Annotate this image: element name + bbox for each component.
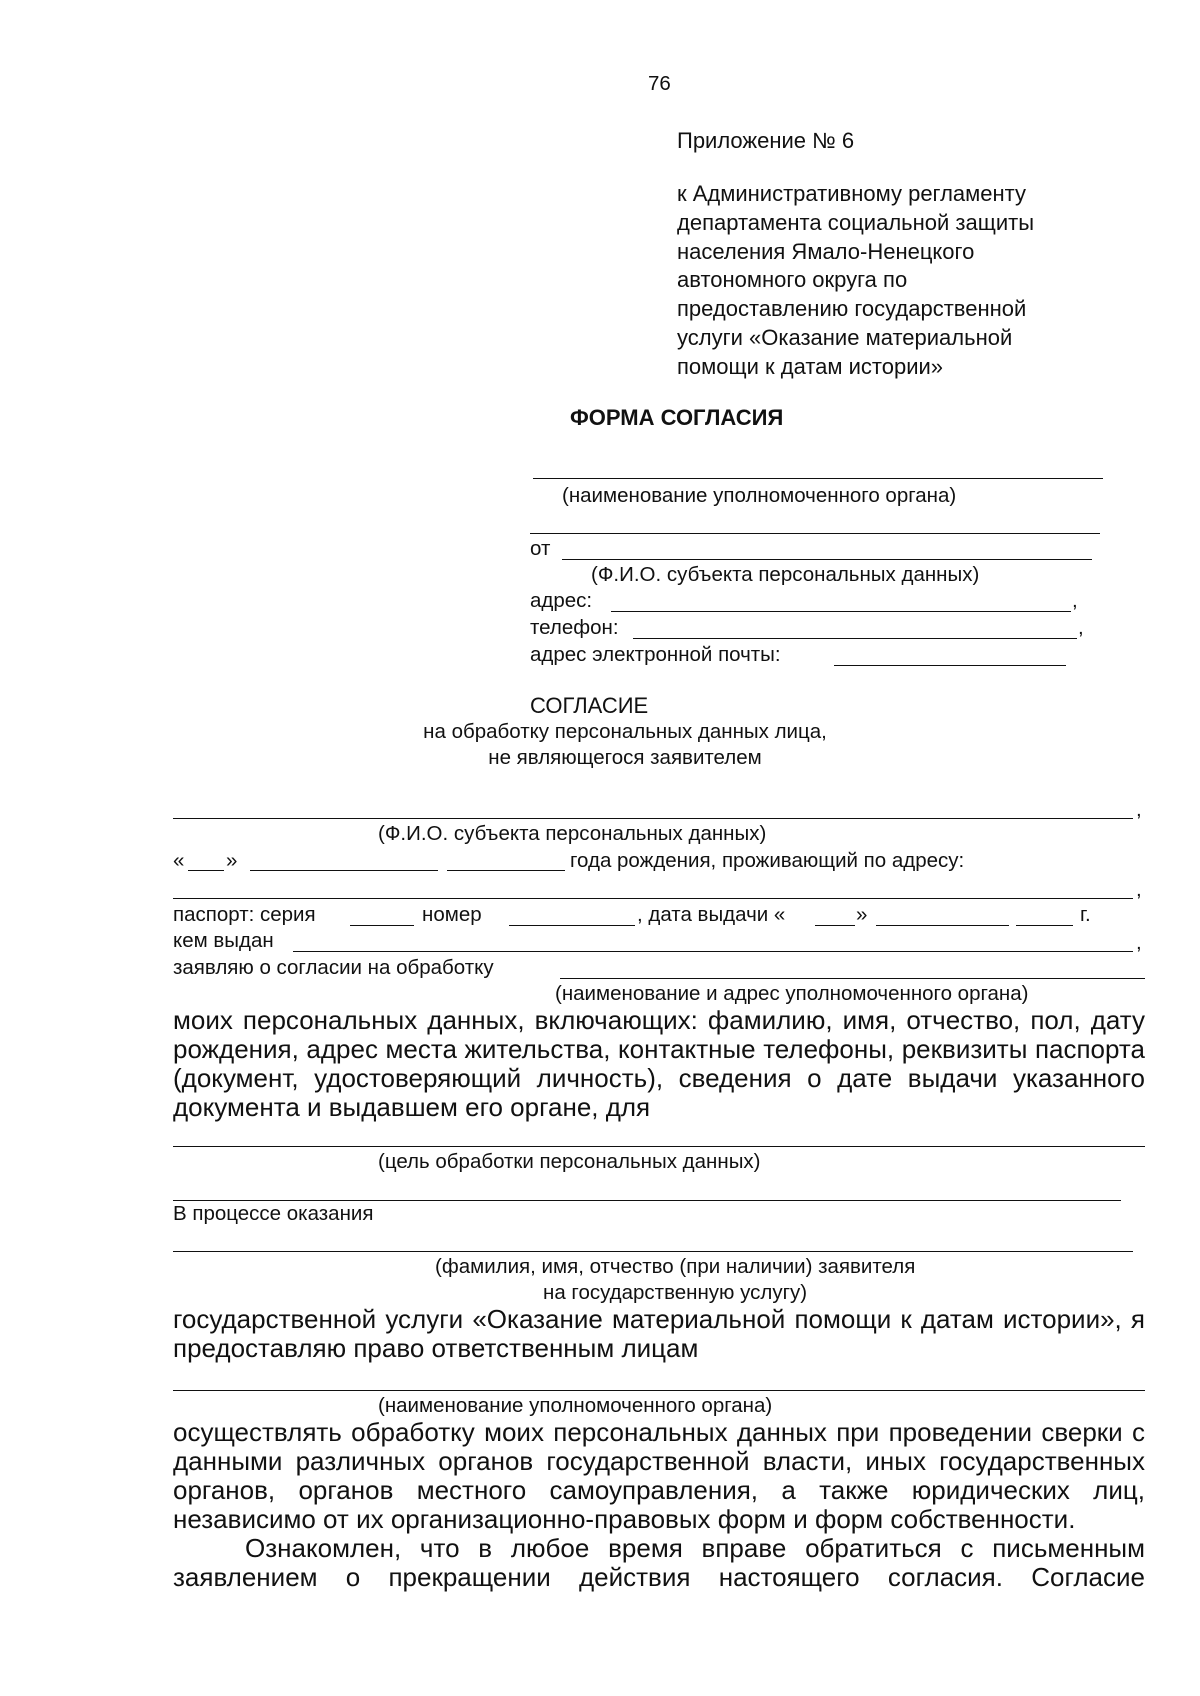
passport-series-label: паспорт: серия [173,903,316,926]
subject-caption: (Ф.И.О. субъекта персональных данных) [591,563,980,586]
responsible-authority-field[interactable] [173,1390,1145,1391]
residence-address-field[interactable] [173,898,1133,899]
purpose-field-2[interactable] [173,1200,1121,1201]
consent-paragraph-4 [173,1534,1145,1592]
consent-subheading: на обработку персональных данных лица, [423,720,827,743]
consent-paragraph-3 [173,1418,1145,1534]
appendix-line: департамента социальной защиты [677,209,1035,235]
paragraph-line: органов, органов местного самоуправления, а также юридических лиц, [173,1475,1145,1505]
paragraph-line: осуществлять обработку моих персональных данных при проведении сверки с [173,1417,1145,1447]
paragraph-line: (документ, удостоверяющий личность), сведения о дате выдачи указанного [173,1063,1145,1093]
appendix-description [677,180,1034,382]
birth-month-field[interactable] [250,870,438,871]
passport-issue-year-field[interactable] [1016,925,1073,926]
birth-day-field[interactable] [188,870,224,871]
comma: , [1136,878,1142,901]
birth-day-open-quote: « [173,849,185,872]
appendix-line: автономного округа по [677,267,908,293]
consent-paragraph-1 [173,1006,1145,1122]
passport-issue-day-field[interactable] [815,925,855,926]
form-title: ФОРМА СОГЛАСИЯ [570,405,784,430]
appendix-line: услуги «Оказание материальной [677,324,1013,350]
year-abbr: г. [1080,903,1091,926]
address-label: адрес: [530,589,593,612]
issued-by-field[interactable] [293,951,1133,952]
subject-caption: (Ф.И.О. субъекта персональных данных) [378,822,767,845]
birth-text: года рождения, проживающий по адресу: [570,849,965,872]
paragraph-line: данными различных органов государственной власти, иных государственных [173,1446,1145,1476]
birth-year-field[interactable] [447,870,565,871]
appendix-line: к Административному регламенту [677,181,1027,206]
consent-heading: СОГЛАСИЕ [530,693,649,718]
purpose-caption: (цель обработки персональных данных) [378,1150,761,1173]
applicant-caption: на государственную услугу) [543,1281,808,1304]
authority-name-field-2[interactable] [530,533,1100,534]
consent-subheading: не являющегося заявителем [488,746,762,769]
email-field[interactable] [834,665,1066,666]
address-field[interactable] [611,611,1071,612]
consent-paragraph-2 [173,1305,1145,1363]
phone-label: телефон: [530,616,619,639]
comma: , [1136,798,1142,821]
issued-by-label: кем выдан [173,929,274,952]
in-process-text: В процессе оказания [173,1202,374,1225]
paragraph-line: моих персональных данных, включающих: фамилию, имя, отчество, пол, дату [173,1005,1145,1035]
passport-issue-month-field[interactable] [876,925,1009,926]
from-label: от [530,537,551,560]
passport-issue-close-quote: » [856,903,868,926]
purpose-field[interactable] [173,1146,1145,1147]
paragraph-line: независимо от их организационно-правовых форм и форм собственности. [173,1504,1076,1534]
subject-name-field[interactable] [562,559,1092,560]
birth-day-close-quote: » [226,849,238,872]
declare-text: заявляю о согласии на обработку [173,956,494,979]
appendix-line: помощи к датам истории» [677,353,944,379]
email-label: адрес электронной почты: [530,643,781,666]
appendix-line: населения Ямало-Ненецкого [677,238,975,264]
passport-series-field[interactable] [350,925,414,926]
applicant-caption: (фамилия, имя, отчество (при наличии) заявителя [435,1255,916,1278]
comma: , [1072,589,1078,612]
passport-issue-date-label: , дата выдачи « [637,903,786,926]
appendix-line: предоставлению государственной [677,296,1027,322]
subject-fullname-field[interactable] [173,818,1133,819]
paragraph-line: рождения, адрес места жительства, контактные телефоны, реквизиты паспорта [173,1034,1145,1064]
page-number: 76 [648,72,671,95]
authority-name-field[interactable] [533,478,1103,479]
passport-number-field[interactable] [509,925,635,926]
paragraph-line: предоставляю право ответственным лицам [173,1333,699,1363]
authority-caption: (наименование уполномоченного органа) [562,484,957,507]
applicant-name-field[interactable] [173,1251,1133,1252]
processing-authority-field[interactable] [560,978,1145,979]
phone-field[interactable] [633,638,1077,639]
paragraph-line: документа и выдавшем его органе, для [173,1092,651,1122]
paragraph-line: Ознакомлен, что в любое время вправе обратиться с письменным [245,1533,1145,1563]
authority-caption: (наименование уполномоченного органа) [378,1394,773,1417]
comma: , [1136,931,1142,954]
comma: , [1078,616,1084,639]
paragraph-line: государственной услуги «Оказание материальной помощи к датам истории», я [173,1304,1145,1334]
paragraph-line: заявлением о прекращении действия настоящего согласия. Согласие [173,1562,1145,1592]
passport-number-label: номер [422,903,482,926]
authority-address-caption: (наименование и адрес уполномоченного органа) [555,982,1029,1005]
appendix-title: Приложение № 6 [677,128,855,153]
